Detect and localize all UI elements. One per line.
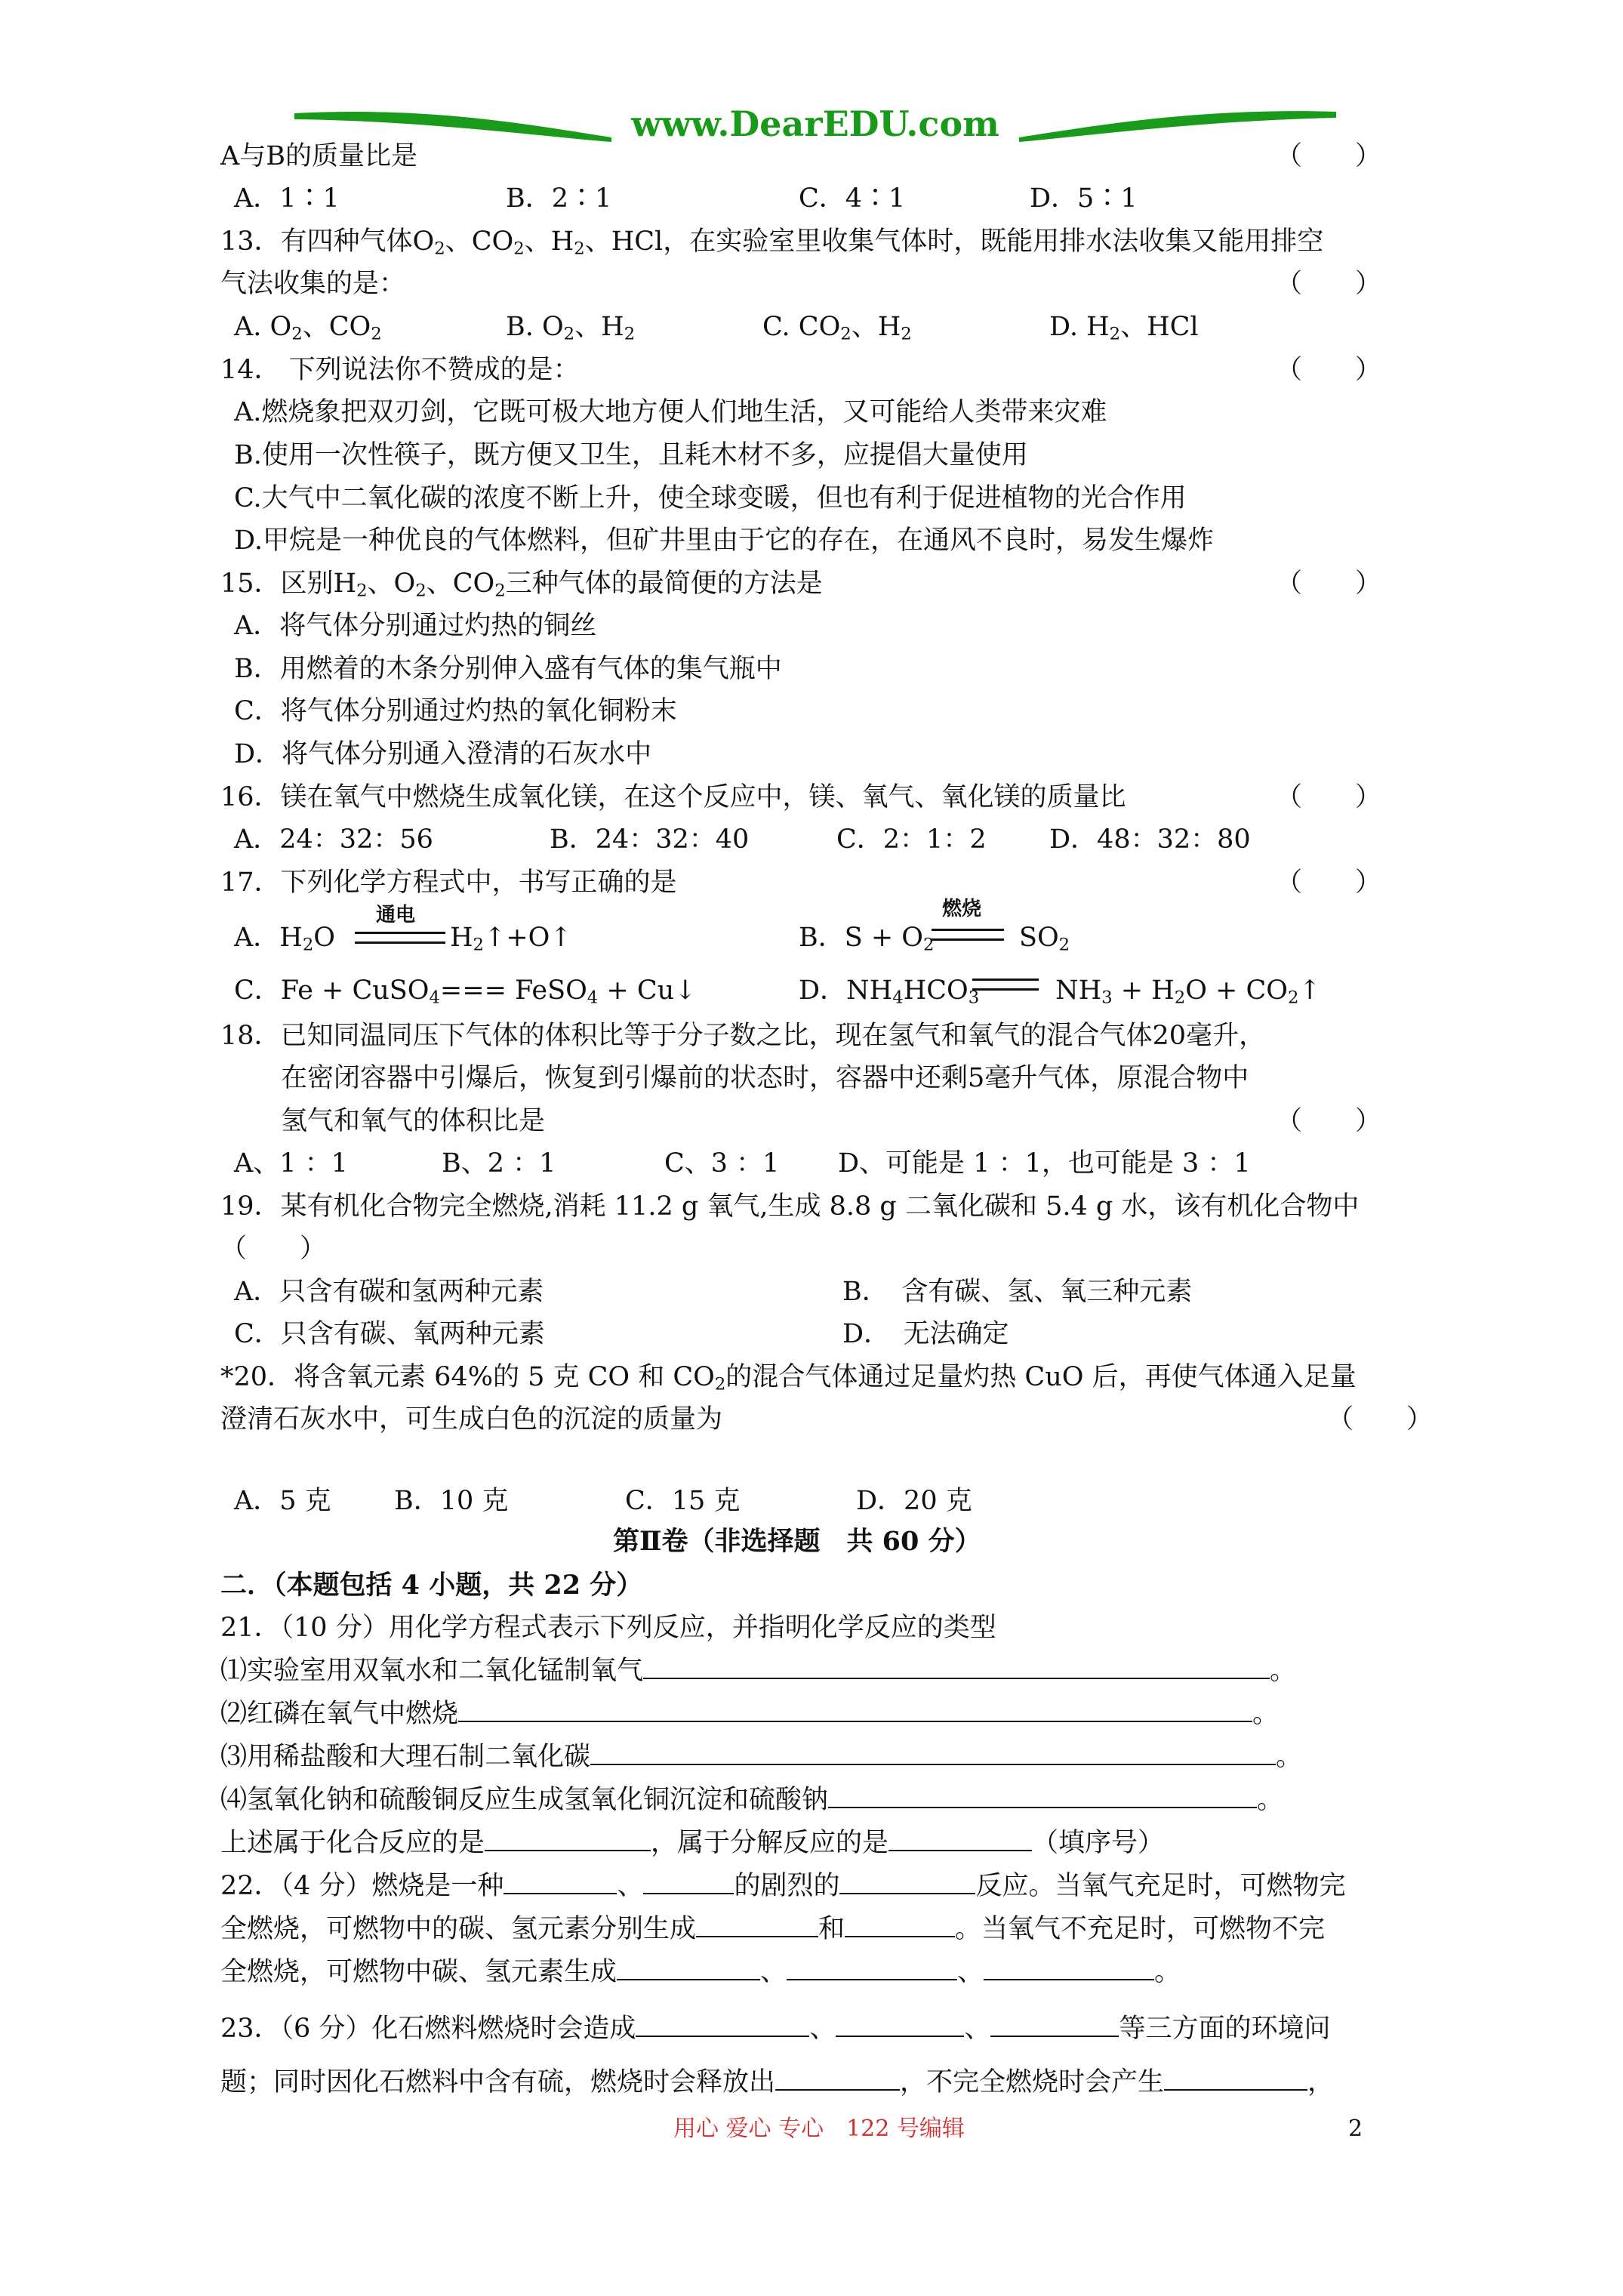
- q22-blank-2[interactable]: [643, 1869, 734, 1894]
- q19-paren: （ ）: [220, 1234, 327, 1264]
- q20-opt-d: D．20 克: [856, 1486, 972, 1516]
- q17-opt-b-equals: [932, 929, 1004, 941]
- q12-opt-d: D．5∶1: [1030, 183, 1138, 214]
- q22-line3: 全燃烧，可燃物中碳、氢元素生成 、 、 。: [220, 1955, 1181, 1989]
- q17-opt-b-reactant: B．$S + O_2$: [799, 923, 935, 955]
- q21-item-2: ⑵红磷在氧气中燃烧 。: [220, 1697, 1279, 1730]
- q12-opt-a: A．1∶1: [234, 183, 340, 214]
- q22-blank-5[interactable]: [845, 1912, 955, 1937]
- section2-part: 二．（本题包括 4 小题，共 22 分）: [220, 1570, 643, 1601]
- q20-line1: *20．将含氧元素 64%的 5 克 CO 和 $CO_2$的混合气体通过足量灼热 CuO 后，再使气体通入足量: [220, 1362, 1357, 1395]
- logo-text: www.DearEDU.com: [631, 103, 999, 144]
- q16-stem: 16．镁在氧气中燃烧生成氧化镁，在这个反应中，镁、氧气、氧化镁的质量比: [220, 782, 1126, 812]
- q19-opt-b: B． 含有碳、氢、氧三种元素: [842, 1277, 1193, 1307]
- q18-line1: 18．已知同温同压下气体的体积比等于分子数之比，现在氢气和氧气的混合气体20毫升，: [220, 1021, 1266, 1051]
- q17-opt-d-product: $NH_3 + H_2O$ + $CO_2↑$: [1055, 975, 1321, 1008]
- q14-opt-d: D.甲烷是一种优良的气体燃料，但矿井里由于它的存在，在通风不良时，易发生爆炸: [234, 525, 1214, 556]
- q13-opt-d: D. $H_2$、HCl: [1049, 312, 1199, 344]
- q18-opt-a: A、1 ：1: [234, 1148, 348, 1179]
- q23-line2: 题；同时因化石燃料中含有硫，燃烧时会释放出 ，不完全燃烧时会产生 ，: [220, 2065, 1334, 2099]
- q12-stem: A与B的质量比是: [220, 141, 417, 171]
- q12-opt-b: B．2∶1: [506, 183, 612, 214]
- q13-opt-a: A. $O_2$、$CO_2$: [234, 312, 382, 344]
- q23-line1: 23．（6 分）化石燃料燃烧时会造成 、 、 等三方面的环境问: [220, 2011, 1330, 2045]
- q15-opt-b: B．用燃着的木条分别伸入盛有气体的集气瓶中: [234, 654, 782, 684]
- q15-opt-c: C．将气体分别通过灼热的氧化铜粉末: [234, 696, 677, 726]
- q16-opt-a: A．24：32：56: [234, 824, 433, 855]
- q17-opt-a-condition: 通电: [376, 904, 416, 926]
- q21-blank-combination[interactable]: [485, 1826, 651, 1851]
- q14-opt-a: A.燃烧象把双刃剑，它既可极大地方便人们地生活，又可能给人类带来灾难: [234, 397, 1107, 427]
- q15-opt-d: D．将气体分别通入澄清的石灰水中: [234, 739, 652, 769]
- q18-paren: （ ）: [1276, 1106, 1382, 1136]
- q16-opt-b: B．24：32：40: [550, 824, 750, 855]
- footer-credit: 用心 爱心 专心 122 号编辑: [673, 2116, 965, 2142]
- q20-opt-a: A．5 克: [234, 1486, 331, 1516]
- q13-opt-c: C. $CO_2$、$H_2$: [762, 312, 912, 344]
- page-number: 2: [1348, 2116, 1363, 2142]
- q21-blank-decomposition[interactable]: [888, 1826, 1032, 1851]
- q21-item-4: ⑷氢氧化钠和硫酸铜反应生成氢氧化铜沉淀和硫酸钠 。: [220, 1783, 1283, 1817]
- q17-opt-d-equals: [972, 978, 1039, 991]
- q15-opt-a: A．将气体分别通过灼热的铜丝: [234, 611, 597, 641]
- q19-opt-c: C．只含有碳、氧两种元素: [234, 1319, 545, 1349]
- q17-opt-d-reactant: D．$NH_4HCO_3$: [799, 975, 980, 1008]
- q13-line2: 气法收集的是：: [220, 269, 406, 299]
- dearedu-logo: [287, 98, 1344, 151]
- q13-paren: （ ）: [1276, 269, 1382, 299]
- q17-opt-b-product: $SO_2$: [1019, 923, 1070, 955]
- q18-opt-b: B、2 ：1: [442, 1148, 556, 1179]
- q21-blank-4[interactable]: [828, 1783, 1257, 1808]
- q17-opt-b-condition: 燃烧: [942, 898, 982, 920]
- q20-opt-c: C．15 克: [625, 1486, 741, 1516]
- q21-blank-1[interactable]: [643, 1653, 1270, 1679]
- q13-line1: 13．有四种气体$O_2$、$CO_2$、$H_2$、HCl，在实验室里收集气体时，既能用排水法收集又能用排空: [220, 227, 1324, 259]
- q17-opt-a-reactant: A．$H_2O$: [234, 923, 335, 955]
- q17-opt-a-product: $H_2↑+O↑$: [450, 923, 572, 955]
- q19-line1: 19．某有机化合物完全燃烧,消耗 11.2 g 氧气,生成 8.8 g 二氧化碳和 5.4 g 水，该有机化合物中: [220, 1191, 1360, 1222]
- q23-blank-2[interactable]: [836, 2011, 964, 2037]
- q23-blank-3[interactable]: [990, 2011, 1119, 2037]
- q22-blank-3[interactable]: [839, 1869, 975, 1894]
- q16-opt-d: D．48：32：80: [1049, 824, 1251, 855]
- q18-opt-c: C、3 ：1: [664, 1148, 780, 1179]
- section2-title: 第Ⅱ卷（非选择题 共 60 分）: [613, 1526, 981, 1557]
- q21-item-1: ⑴实验室用双氧水和二氧化锰制氧气 。: [220, 1653, 1296, 1687]
- q20-opt-b: B．10 克: [394, 1486, 509, 1516]
- q17-stem: 17．下列化学方程式中，书写正确的是: [220, 868, 677, 898]
- q22-line1: 22．（4 分）燃烧是一种 、 的剧烈的 反应。当氧气充足时，可燃物完: [220, 1869, 1345, 1903]
- q14-opt-c: C.大气中二氧化碳的浓度不断上升，使全球变暖，但也有利于促进植物的光合作用: [234, 483, 1187, 513]
- q18-line3: 氢气和氧气的体积比是: [281, 1106, 546, 1136]
- q12-opt-c: C．4∶1: [799, 183, 906, 214]
- q21-blank-3[interactable]: [590, 1740, 1276, 1765]
- q21-blank-2[interactable]: [458, 1697, 1252, 1722]
- q22-blank-8[interactable]: [984, 1955, 1154, 1980]
- q23-blank-1[interactable]: [636, 2011, 809, 2037]
- q13-opt-b: B. $O_2$、$H_2$: [506, 312, 636, 344]
- q23-blank-5[interactable]: [1164, 2065, 1307, 2091]
- q21-stem: 21．（10 分）用化学方程式表示下列反应，并指明化学反应的类型: [220, 1613, 996, 1643]
- q19-opt-a: A．只含有碳和氢两种元素: [234, 1277, 544, 1307]
- q15-stem: 15．区别$H_2$、$O_2$、$CO_2$三种气体的最简便的方法是: [220, 569, 823, 601]
- q18-line2: 在密闭容器中引爆后，恢复到引爆前的状态时，容器中还剩5毫升气体，原混合物中: [281, 1063, 1249, 1093]
- q14-opt-b: B.使用一次性筷子，既方便又卫生，且耗木材不多，应提倡大量使用: [234, 440, 1028, 470]
- q16-opt-c: C．2：1：2: [836, 824, 987, 855]
- q16-paren: （ ）: [1276, 782, 1382, 812]
- q21-item-3: ⑶用稀盐酸和大理石制二氧化碳 。: [220, 1740, 1302, 1774]
- q20-paren: （ ）: [1327, 1404, 1434, 1435]
- q21-summary: 上述属于化合反应的是 ，属于分解反应的是 （填序号）: [220, 1826, 1164, 1860]
- q17-paren: （ ）: [1276, 868, 1382, 898]
- q14-paren: （ ）: [1276, 355, 1382, 385]
- q22-blank-7[interactable]: [787, 1955, 957, 1980]
- q22-blank-1[interactable]: [504, 1869, 617, 1894]
- q20-line2: 澄清石灰水中，可生成白色的沉淀的质量为: [220, 1404, 723, 1435]
- q12-paren: （ ）: [1276, 141, 1382, 171]
- q17-opt-c: C．Fe + CuSO$_4$=== FeSO$_4$ + Cu↓: [234, 975, 697, 1008]
- q15-paren: （ ）: [1276, 569, 1382, 599]
- q22-line2: 全燃烧，可燃物中的碳、氢元素分别生成 和 。当氧气不充足时，可燃物不完: [220, 1912, 1325, 1946]
- q22-blank-6[interactable]: [617, 1955, 760, 1980]
- q23-blank-4[interactable]: [775, 2065, 900, 2091]
- q18-opt-d: D、可能是 1 ：1，也可能是 3 ：1: [838, 1148, 1251, 1179]
- q19-opt-d: D． 无法确定: [842, 1319, 1009, 1349]
- q17-opt-a-equals: [355, 932, 445, 944]
- q22-blank-4[interactable]: [696, 1912, 818, 1937]
- q14-stem: 14． 下列说法你不赞成的是：: [220, 355, 580, 385]
